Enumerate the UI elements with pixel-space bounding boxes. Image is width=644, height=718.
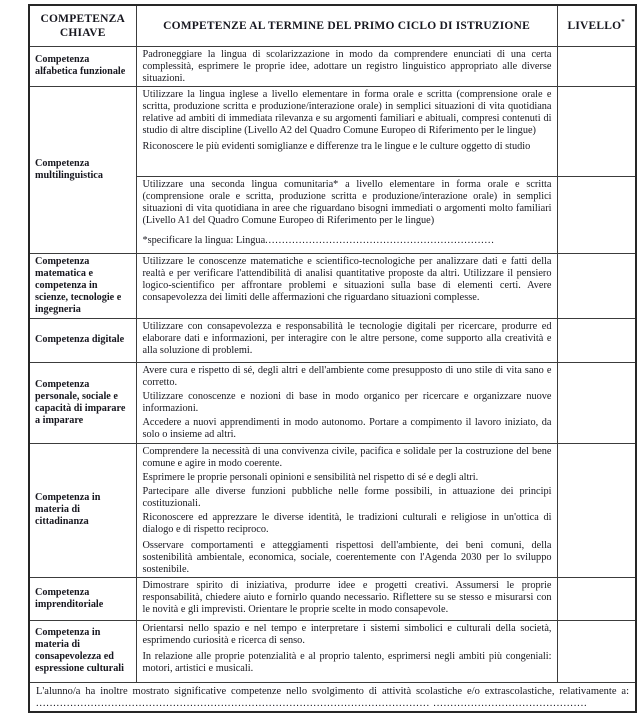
description-cell: [136, 443, 557, 577]
key-cell-matematica: Competenza matematica e competenza in scienze, tecnologie e ingegneria: [29, 253, 136, 318]
table-header-row: [29, 5, 636, 46]
description-paragraph: Partecipare alle diverse funzioni pubbliche nelle forme possibili, in attuazione dei principi costituzionali.: [142, 485, 552, 509]
description-cell: [136, 620, 557, 682]
header-competences-column: COMPETENZE AL TERMINE DEL PRIMO CICLO DI ISTRUZIONE: [136, 5, 557, 46]
language-note: *specificare la lingua: Lingua....................................................................: [142, 234, 495, 246]
level-cell: [557, 46, 636, 86]
description-cell: [136, 362, 557, 443]
description-paragraph: Utilizzare la lingua inglese a livello elementare in forma orale e scritta (comprensione orale e scritta, produzione scritta e produzione/interazione orale) in semplici situazioni di vita quotidiana relative ad ambiti di immediata rilevanza e su argomenti familiari e abituali, compresi contenuti di studio di altre discipline (Livello A2 del Quadro Comune Europeo di Riferimento per le lingue): [142, 88, 552, 136]
description-cell: [136, 176, 557, 253]
key-cell-alfabetica: Competenza alfabetica funzionale: [29, 46, 136, 86]
table-row: [29, 318, 636, 362]
table-row: [29, 443, 636, 577]
description-cell: [136, 86, 557, 176]
header-key-column: COMPETENZA CHIAVE: [29, 5, 136, 46]
description-paragraph: In relazione alle proprie potenzialità e al proprio talento, esprimersi negli ambiti più congeniali: motori, artistici e musicali.: [142, 650, 552, 674]
key-cell-personale: Competenza personale, sociale e capacità di imparare a imparare: [29, 362, 136, 443]
footer-note: L'alunno/a ha inoltre mostrato significative competenze nello svolgimento di attività scolastiche e/o extrascolastiche, relativamente a: ................................................................................................................... .............................................: [29, 682, 636, 712]
level-asterisk: *: [621, 17, 625, 26]
description-paragraph: Avere cura e rispetto di sé, degli altri e dell'ambiente come presupposto di uno stile di vita sano e corretto.: [142, 364, 552, 388]
level-cell: [557, 577, 636, 620]
key-cell-cittadinanza: Competenza in materia di cittadinanza: [29, 443, 136, 577]
description-paragraph: Accedere a nuovi apprendimenti in modo autonomo. Portare a compimento il lavoro iniziato, da solo o insieme ad altri.: [142, 416, 552, 440]
description-paragraph: Comprendere la necessità di una convivenza civile, pacifica e solidale per la costruzione del bene comune e agire in modo coerente.: [142, 445, 552, 469]
header-level-column: LIVELLO*: [557, 5, 636, 46]
description-paragraph: Padroneggiare la lingua di scolarizzazione in modo da comprendere enunciati di una certa complessità, esprimere le proprie idee, adottare un registro linguistico appropriato alle diverse situazioni.: [142, 48, 552, 84]
description-paragraph: Utilizzare le conoscenze matematiche e scientifico-tecnologiche per analizzare dati e fatti della realtà e per verificare l'attendibilità di analisi quantitative proposte da altri. Utilizzare il pensiero logico-scientifico per affrontare problemi e situazioni sulla base di elementi certi. Avere consapevolezza dei limiti delle affermazioni che riguardano situazioni complesse.: [142, 255, 552, 303]
table-row: [29, 362, 636, 443]
description-cell: [136, 253, 557, 318]
competences-table: [28, 4, 637, 713]
key-cell-digitale: Competenza digitale: [29, 318, 136, 362]
description-cell: [136, 577, 557, 620]
key-cell-multilinguistica: Competenza multilinguistica: [29, 86, 136, 253]
description-cell: [136, 46, 557, 86]
description-paragraph: Utilizzare con consapevolezza e responsabilità le tecnologie digitali per ricercare, produrre ed elaborare dati e informazioni, per interagire con le altre persone, come supporto alla creatività e alla soluzione di problemi.: [142, 320, 552, 356]
table-row: [29, 577, 636, 620]
level-cell: [557, 362, 636, 443]
table-row: [29, 620, 636, 682]
description-paragraph: Riconoscere ed apprezzare le diverse identità, le tradizioni culturali e religiose in un'ottica di dialogo e di rispetto reciproco.: [142, 511, 552, 535]
table-row: [29, 86, 636, 176]
description-cell: [136, 318, 557, 362]
key-cell-imprenditoriale: Competenza imprenditoriale: [29, 577, 136, 620]
table-row: [29, 46, 636, 86]
description-paragraph: Riconoscere le più evidenti somiglianze e differenze tra le lingue e le culture oggetto di studio: [142, 140, 531, 152]
description-paragraph: Orientarsi nello spazio e nel tempo e interpretare i sistemi simbolici e culturali della società, esprimendo curiosità e ricerca di senso.: [142, 622, 552, 646]
level-cell: [557, 176, 636, 253]
footer-row: [29, 682, 636, 712]
description-paragraph: Utilizzare conoscenze e nozioni di base in modo organico per ricercare e organizzare nuove informazioni.: [142, 390, 552, 414]
level-cell: [557, 86, 636, 176]
fill-in-dots: ....................................................................: [265, 234, 495, 246]
key-cell-consapevolezza: Competenza in materia di consapevolezza ed espressione culturali: [29, 620, 136, 682]
fill-in-dots: ................................................................................................................... .............................................: [36, 698, 588, 709]
level-cell: [557, 443, 636, 577]
level-cell: [557, 620, 636, 682]
level-cell: [557, 318, 636, 362]
table-row: [29, 253, 636, 318]
level-cell: [557, 253, 636, 318]
description-paragraph: Utilizzare una seconda lingua comunitaria* a livello elementare in forma orale e scritta (comprensione orale e scritta, produzione scritta e produzione/interazione orale) in semplici situazioni di vita quotidiana in aree che riguardano bisogni immediati o argomenti molto familiari (Livello A1 del Quadro Comune Europeo di Riferimento per le lingue): [142, 178, 552, 226]
description-paragraph: Dimostrare spirito di iniziativa, produrre idee e progetti creativi. Assumersi le proprie responsabilità, chiedere aiuto e fornirlo quando necessario. Riflettere su se stesso e misurarsi con le novità e gli imprevisti. Orientare le proprie scelte in modo consapevole.: [142, 579, 552, 615]
description-paragraph: Osservare comportamenti e atteggiamenti rispettosi dell'ambiente, dei beni comuni, della sostenibilità ambientale, economica, sociale, coerentemente con l'Agenda 2030 per lo sviluppo sostenibile.: [142, 539, 552, 575]
description-paragraph: Esprimere le proprie personali opinioni e sensibilità nel rispetto di sé e degli altri.: [142, 471, 479, 483]
